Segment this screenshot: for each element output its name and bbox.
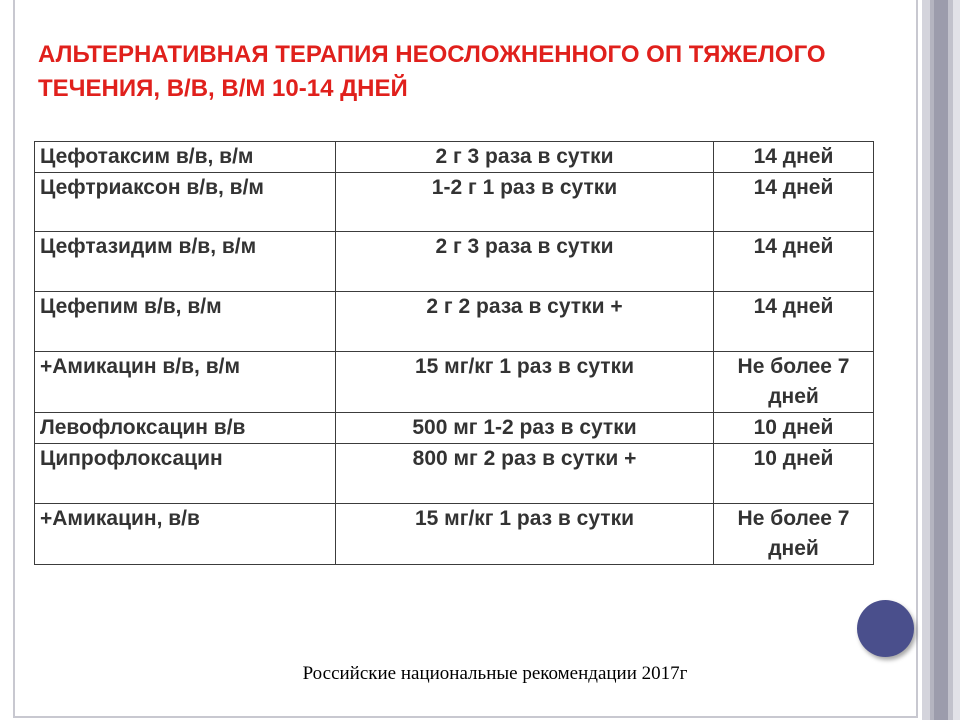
table-row — [35, 142, 874, 173]
table-row — [35, 413, 874, 444]
drug-cell: Цефепим в/в, в/м — [35, 292, 336, 352]
dose-cell: 2 г 2 раза в сутки + — [336, 292, 714, 352]
drug-cell: Левофлоксацин в/в — [35, 413, 336, 444]
duration-cell: 14 дней — [714, 173, 874, 232]
decorative-side-bar — [922, 0, 930, 720]
duration-cell: 10 дней — [714, 413, 874, 444]
drug-cell: Цефтриаксон в/в, в/м — [35, 173, 336, 232]
dose-cell: 1-2 г 1 раз в сутки — [336, 173, 714, 232]
table-row — [35, 292, 874, 352]
drug-cell: +Амикацин, в/в — [35, 504, 336, 565]
table-row — [35, 444, 874, 504]
slide-title: АЛЬТЕРНАТИВНАЯ ТЕРАПИЯ НЕОСЛОЖНЕННОГО ОП ТЯЖЕЛОГО ТЕЧЕНИЯ, В/В, В/М 10-14 ДНЕЙ — [38, 41, 826, 102]
dose-cell: 2 г 3 раза в сутки — [336, 232, 714, 292]
dose-cell: 800 мг 2 раз в сутки + — [336, 444, 714, 504]
duration-cell: 14 дней — [714, 292, 874, 352]
duration-cell: Не более 7 дней — [714, 352, 874, 413]
decorative-side-bar — [934, 0, 948, 720]
table-row — [35, 232, 874, 292]
drug-cell: Цефтазидим в/в, в/м — [35, 232, 336, 292]
drug-cell: Цефотаксим в/в, в/м — [35, 142, 336, 173]
table-row — [35, 352, 874, 413]
duration-cell: Не более 7 дней — [714, 504, 874, 565]
decorative-side-bar — [953, 0, 960, 720]
drug-cell: +Амикацин в/в, в/м — [35, 352, 336, 413]
dose-cell: 15 мг/кг 1 раз в сутки — [336, 504, 714, 565]
table-row — [35, 504, 874, 565]
duration-cell: 14 дней — [714, 142, 874, 173]
duration-cell: 14 дней — [714, 232, 874, 292]
duration-cell: 10 дней — [714, 444, 874, 504]
dose-cell: 500 мг 1-2 раз в сутки — [336, 413, 714, 444]
drug-cell: Ципрофлоксацин — [35, 444, 336, 504]
dose-cell: 2 г 3 раза в сутки — [336, 142, 714, 173]
regimen-table — [34, 141, 874, 565]
table-row — [35, 173, 874, 232]
dose-cell: 15 мг/кг 1 раз в сутки — [336, 352, 714, 413]
decorative-circle — [857, 600, 914, 657]
source-citation: Российские национальные рекомендации 2017г — [302, 663, 688, 684]
